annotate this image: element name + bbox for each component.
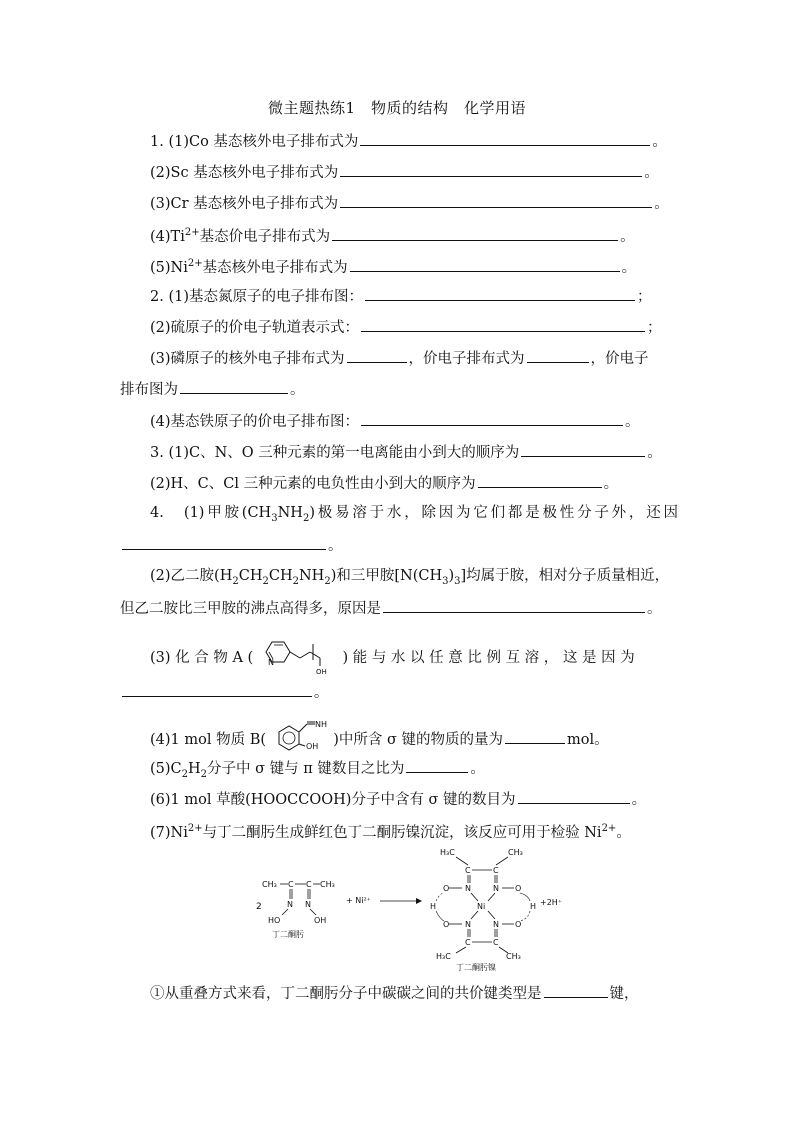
answer-blank[interactable] (332, 225, 618, 241)
q4-line-5: $(5)C_2H_2$分子中 σ 键与 π 键数目之比为 。 (150, 757, 485, 785)
c-label: C (465, 938, 471, 947)
n-label: N (305, 900, 311, 909)
q4-line-1b: 。 (120, 534, 343, 556)
q4-sub-1: ①从重叠方式来看，丁二酮肟分子中碳碳之间的共价键类型是 键， (150, 982, 639, 1004)
q1-line-2: (2)Sc 基态核外电子排布式为 。 (150, 161, 659, 183)
q3-line-1: 3. (1)C、N、O 三种元素的第一电离能由小到大的顺序为 。 (150, 441, 662, 463)
n-label: N (465, 920, 471, 929)
q2-line-1: 2. (1)基态氮原子的电子排布图： ； (150, 285, 651, 307)
q4-line-2b: 但乙二胺比三甲胺的沸点高得多，原因是 。 (120, 597, 662, 619)
answer-blank[interactable] (518, 788, 630, 804)
answer-blank[interactable] (122, 534, 326, 550)
answer-blank[interactable] (478, 472, 602, 488)
q4-line-3: (3) 化 合 物 A ( N OH ) 能 与 水 以 任 意 比 例 互 溶 ， 这 是 因 为 (150, 638, 635, 674)
plus-h-label: +2H⁺ (540, 898, 563, 907)
svg-text:N: N (267, 658, 274, 667)
q2-line-3: (3)磷原子的核外电子排布式为 ，价电子排布式为 ，价电子 (150, 347, 649, 369)
q4-line-1: 4. (1)甲胺$(CH_3NH_2)$极易溶于水，除因为它们都是极性分子外，还因 (150, 505, 679, 524)
c-label: C (493, 866, 499, 875)
compound-b-structure-icon (271, 718, 329, 756)
ni-label: Ni (477, 902, 486, 911)
q4-line-3b: 。 (120, 681, 329, 703)
n-label: N (287, 900, 293, 909)
q4-line-2: (2)乙二胺$(H_2CH_2CH_2NH_2)$和三甲胺$[N(CH_3)_3]$均属于胺，相对分子质量相近， (150, 568, 670, 587)
c-label: C (306, 880, 312, 889)
answer-blank[interactable] (347, 347, 407, 363)
h-label: H (530, 902, 537, 911)
c-label: C (465, 866, 471, 875)
h-label: H (430, 902, 437, 911)
n-label: N (493, 884, 499, 893)
ch3-label: CH₃ (262, 880, 277, 889)
n-label: N (465, 884, 471, 893)
answer-blank[interactable] (544, 982, 608, 998)
page-title: 微主题热练1 物质的结构 化学用语 (267, 99, 527, 117)
q3-line-2: (2)H、C、Cl 三种元素的电负性由小到大的顺序为 。 (150, 472, 618, 494)
answer-blank[interactable] (180, 378, 288, 394)
answer-blank[interactable] (340, 161, 642, 177)
q2-line-2: (2)硫原子的价电子轨道表示式： ； (150, 316, 662, 338)
answer-blank[interactable] (365, 285, 635, 301)
answer-blank[interactable] (361, 410, 623, 426)
h3c-label: H₃C (440, 848, 455, 857)
ch3-label: CH₃ (506, 952, 521, 961)
answer-blank[interactable] (505, 728, 565, 744)
q2-line-4: (4)基态铁原子的价电子排布图： 。 (150, 410, 640, 432)
q1-line-3: (3)Cr 基态核外电子排布式为 。 (150, 192, 669, 214)
o-label: O (515, 884, 522, 893)
oh-label: OH (314, 916, 327, 925)
q1-line-1: 1. (1)Co 基态核外电子排布式为 。 (150, 130, 667, 152)
q1-line-4: $(4)Ti^{2+}$基态价电子排布式为 。 (150, 223, 635, 247)
answer-blank[interactable] (521, 441, 645, 457)
ch3-label: CH₃ (508, 848, 523, 857)
q1-line-5: $(5)Ni^{2+}$基态核外电子排布式为 。 (150, 254, 636, 278)
arrow-icon (416, 898, 422, 904)
compound-a-structure-icon (258, 638, 338, 674)
oh-label: OH (315, 668, 327, 674)
c-label: C (288, 880, 294, 889)
answer-blank[interactable] (527, 347, 589, 363)
answer-blank[interactable] (383, 597, 645, 613)
nh-label: NH (314, 720, 327, 729)
h3c-label: H₃C (436, 952, 451, 961)
answer-blank[interactable] (360, 130, 650, 146)
reactant-name: 丁二酮肟 (272, 930, 304, 939)
answer-blank[interactable] (350, 256, 620, 272)
q2-line-3b: 排布图为 。 (120, 378, 305, 400)
n-label: N (493, 920, 499, 929)
coefficient-label: 2 (256, 902, 262, 912)
answer-blank[interactable] (122, 681, 312, 697)
o-label: O (443, 920, 450, 929)
answer-blank[interactable] (340, 192, 652, 208)
o-label: O (443, 884, 450, 893)
answer-blank[interactable] (406, 757, 468, 773)
q4-line-6: (6)1 mol 草酸(HOOCCOOH)分子中含有 σ 键的数目为 。 (150, 788, 646, 810)
q4-line-7: $(7)Ni^{2+}$与丁二酮肟生成鲜红色丁二酮肟镍沉淀，该反应可用于检验 $Ni^{2+}$。 (150, 823, 631, 841)
plus-ni-label: + Ni²⁺ (346, 896, 371, 905)
ch3-label: CH₃ (320, 880, 335, 889)
reaction-scheme (240, 843, 580, 971)
o-label: O (515, 920, 522, 929)
product-name: 丁二酮肟镍 (456, 963, 496, 971)
answer-blank[interactable] (361, 316, 645, 332)
ho-label: HO (268, 916, 281, 925)
oh-label: OH (305, 742, 318, 751)
c-label: C (493, 938, 499, 947)
q4-line-4: (4)1 mol 物质 B( NH OH )中所含 σ 键的物质的量为 mol。 (150, 718, 609, 756)
